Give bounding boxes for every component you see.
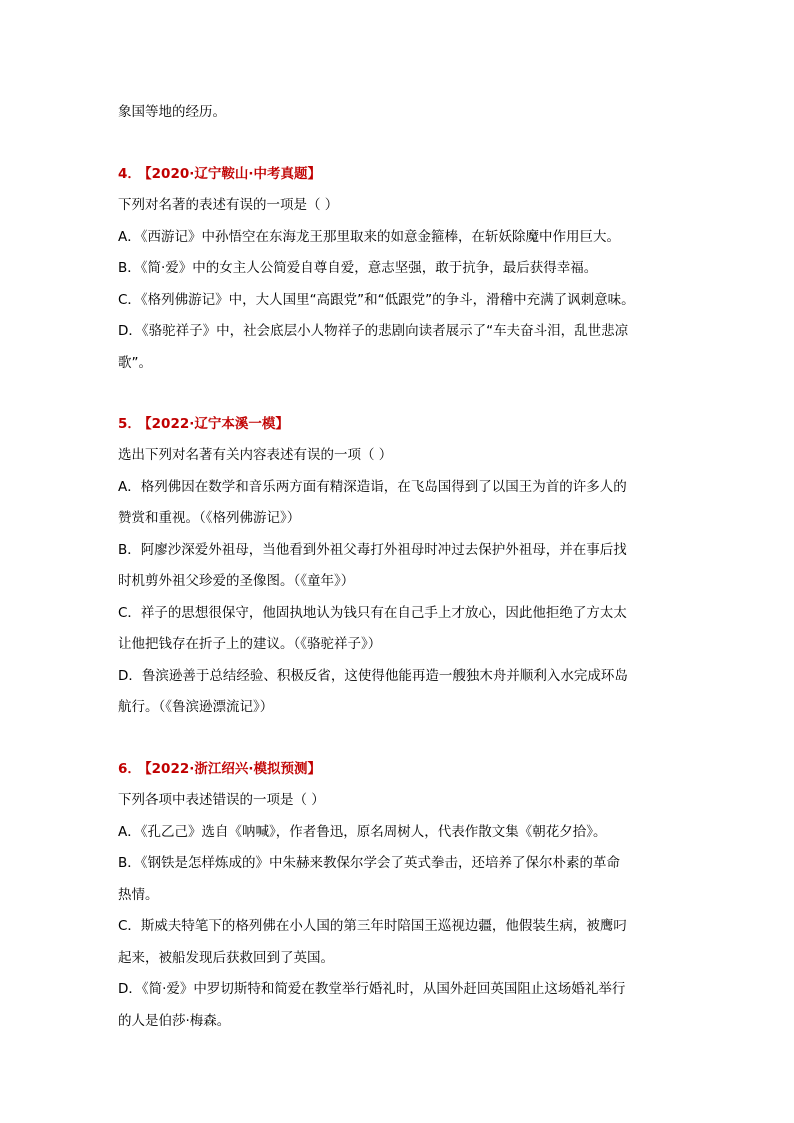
intro-tail-text: 象国等地的经历。 [118,104,226,120]
question-5-option-d: D．鲁滨逊善于总结经验、积极反省，这使得他能再造一艘独木舟并顺利入水完成环岛 [118,668,628,684]
question-4-source: 【2020·辽宁鞍山·中考真题】 [144,166,321,182]
question-6-option-b: B．《钢铁是怎样炼成的》中朱赫来教保尔学会了英式拳击，还培养了保尔朴素的革命 [118,855,621,871]
question-5-option-c: C．祥子的思想很保守，他固执地认为钱只有在自己手上才放心，因此他拒绝了方太太 [118,605,627,621]
question-5-option-c-cont: 让他把钱存在折子上的建议。（《骆驼祥子》） [118,636,382,652]
question-6-option-d: D．《简·爱》中罗切斯特和简爱在教堂举行婚礼时，从国外赶回英国阻止这场婚礼举行 [118,981,626,997]
question-4-option-d-cont: 歌”。 [118,355,152,371]
question-5-number: 5． [118,416,141,432]
question-6-stem: 下列各项中表述错误的一项是（ ） [118,792,325,808]
question-5-option-a: A．格列佛因在数学和音乐两方面有精深造诣，在飞岛国得到了以国王为首的许多人的 [118,479,627,495]
question-4-number: 4． [118,166,141,182]
question-4-option-c: C．《格列佛游记》中，大人国里“高跟党”和“低跟党”的争斗，滑稽中充满了讽刺意味。 [118,292,635,308]
question-6-source: 【2022·浙江绍兴·模拟预测】 [144,761,321,777]
question-6-header [118,759,518,779]
question-5-option-d-cont: 航行。（《鲁滨逊漂流记》） [118,699,274,715]
question-5-option-b: B．阿廖沙深爱外祖母，当他看到外祖父毒打外祖母时冲过去保护外祖母，并在事后找 [118,542,627,558]
question-5-option-b-cont: 时机剪外祖父珍爱的圣像图。（《童年》） [118,573,355,589]
question-4-stem: 下列对名著的表述有误的一项是（ ） [118,197,339,213]
question-6-option-c: C．斯威夫特笔下的格列佛在小人国的第三年时陪国王巡视边疆，他假装生病，被鹰叼 [118,918,627,934]
question-4-option-b: B．《简·爱》中的女主人公简爱自尊自爱，意志坚强，敢于抗争，最后获得幸福。 [118,260,598,276]
question-4-header [118,164,518,184]
question-6-option-c-cont: 起来，被船发现后获救回到了英国。 [118,950,334,966]
question-4-option-d: D．《骆驼祥子》中，社会底层小人物祥子的悲剧向读者展示了“车夫奋斗泪，乱世悲凉 [118,323,629,339]
question-6-option-b-cont: 热情。 [118,887,159,903]
question-5-stem: 选出下列对名著有关内容表述有误的一项（ ） [118,447,393,463]
question-6-number: 6． [118,761,141,777]
question-5-header [118,414,518,434]
question-6-option-a: A．《孔乙己》选自《呐喊》，作者鲁迅，原名周树人，代表作散文集《朝花夕拾》。 [118,824,607,840]
question-4-option-a: A．《西游记》中孙悟空在东海龙王那里取来的如意金箍棒，在斩妖除魔中作用巨大。 [118,229,620,245]
question-6-option-d-cont: 的人是伯莎·梅森。 [118,1013,231,1029]
question-5-source: 【2022·辽宁本溪一模】 [144,416,289,432]
question-5-option-a-cont: 赞赏和重视。（《格列佛游记》） [118,510,301,526]
